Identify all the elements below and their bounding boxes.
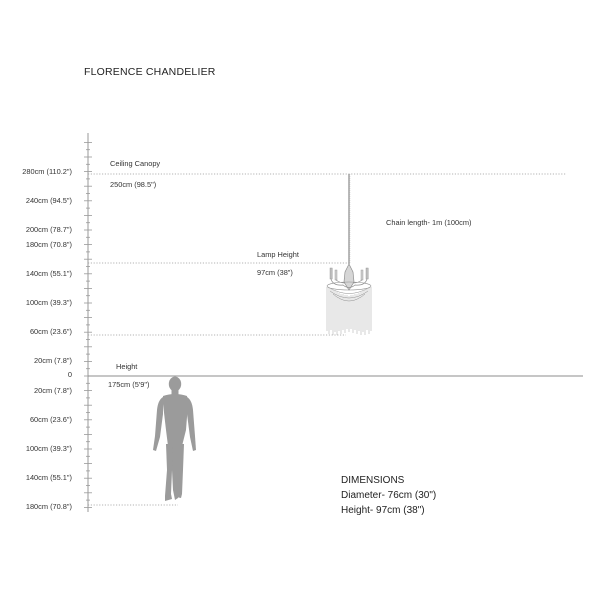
dimensions-height: Height- 97cm (38") (341, 505, 425, 516)
ruler-label-above-240: 240cm (94.5") (25, 195, 72, 205)
ruler-zero-label: 0 (67, 370, 72, 379)
dimensions-heading: DIMENSIONS (341, 475, 405, 486)
ruler-label-above-200: 200cm (78.7") (25, 225, 72, 234)
ruler-label-above-100: 100cm (39.3") (25, 298, 72, 307)
ceiling-canopy-value: 250cm (98.5") (110, 180, 157, 189)
product-title: FLORENCE CHANDELIER (84, 66, 216, 78)
ruler-label-below-20: 20cm (7.8") (34, 385, 72, 395)
person-height-label: Height (116, 362, 138, 371)
ruler-label-below-100: 100cm (39.3") (25, 444, 72, 453)
ruler-label-above-20: 20cm (7.8") (34, 356, 72, 366)
ruler-label-below-140: 140cm (55.1") (25, 473, 72, 483)
person-silhouette (153, 377, 196, 501)
lamp-height-label: Lamp Height (257, 250, 299, 259)
ruler-label-below-180: 180cm (70.8") (25, 502, 72, 512)
lamp-height-value: 97cm (38") (257, 268, 293, 277)
ruler-label-above-180: 180cm (70.8") (25, 239, 72, 249)
person-height-value: 175cm (5'9") (108, 380, 150, 389)
ruler-label-below-60: 60cm (23.6") (29, 414, 72, 424)
ceiling-canopy-label: Ceiling Canopy (110, 159, 161, 168)
ruler-label-above-60: 60cm (23.6") (29, 327, 72, 337)
dimensions-diameter: Diameter- 76cm (30") (341, 490, 437, 501)
dimensions-block (341, 473, 436, 518)
chain-length-label: Chain length- 1m (100cm) (386, 218, 472, 227)
ruler-label-above-280: 280cm (110.2") (22, 166, 72, 176)
ruler-label-above-140: 140cm (55.1") (25, 268, 72, 278)
chandelier-illustration (327, 264, 371, 335)
